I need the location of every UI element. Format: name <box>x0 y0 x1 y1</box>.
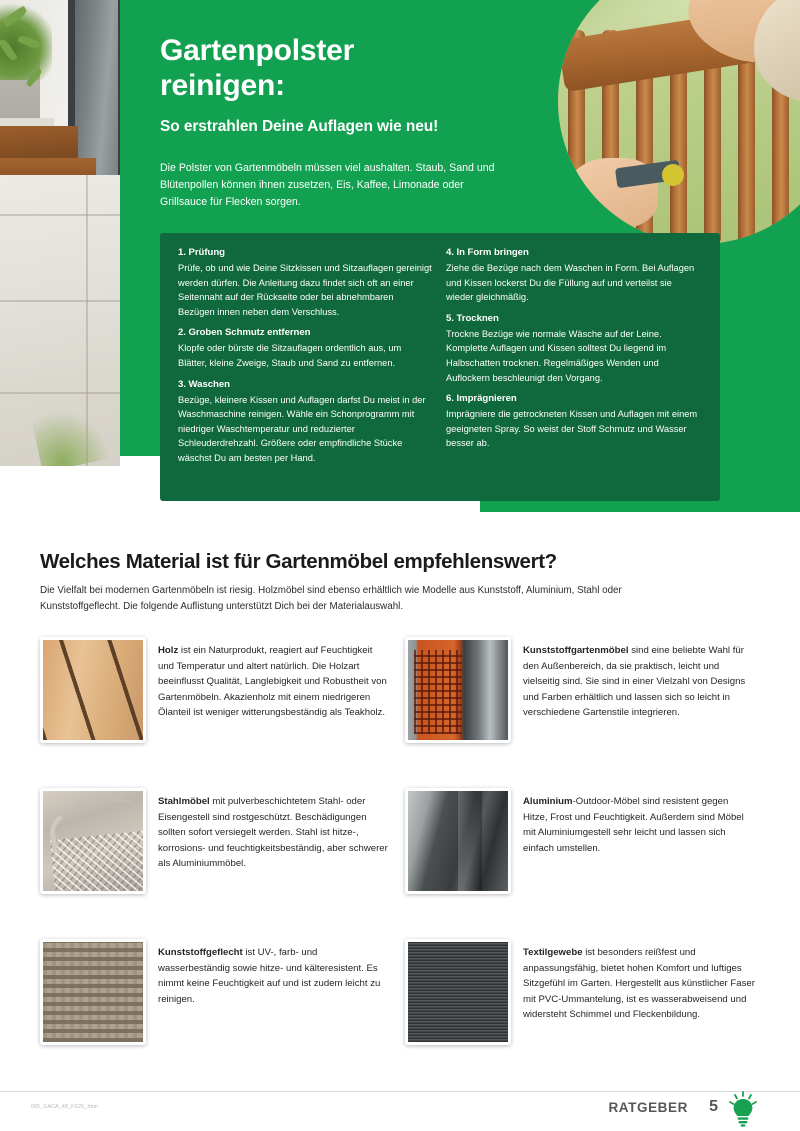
hero-intro-text: Die Polster von Gartenmöbeln müssen viel aushalten. Staub, Sand und Blütenpollen können ihnen zusetzen, Eis, Kaffee, Limonade oder Grillsauce für Flecken sorgen. <box>160 162 495 209</box>
textile-texture <box>408 942 508 1042</box>
spray-nozzle <box>662 164 684 186</box>
material-description <box>523 939 755 1045</box>
materials-intro: Die Vielfalt bei modernen Gartenmöbeln ist riesig. Holzmöbel sind ebenso erhältlich wie Modelle aus Kunststoff, Aluminium, Stahl oder Kunststoffgeflecht. Die folgende Auflistung unterstützt Dich bei der Materialauswahl. <box>40 585 622 612</box>
footer-document-code: 005_GACA_48_FS25_hbm <box>31 1104 99 1110</box>
holz-thumbnail <box>40 637 146 743</box>
material-body: ist UV-, farb- und wasserbeständig sowie hitze- und kälteresistent. Es nimmt keine Feuchtigkeit auf und ist zudem leicht zu reinigen. <box>158 947 381 1005</box>
material-description <box>523 788 755 894</box>
holzstuhl-reinigen-photo <box>558 0 800 244</box>
material-term: Holz <box>158 645 179 656</box>
materials-row <box>40 788 770 894</box>
materials-row <box>40 939 770 1045</box>
material-term: Aluminium <box>523 796 573 807</box>
step-heading: 2. Groben Schmutz entfernen <box>178 327 311 339</box>
footer-section-label: RATGEBER <box>608 1100 688 1115</box>
material-body: ist ein Naturprodukt, reagiert auf Feuchtigkeit und Temperatur und altert natürlich. Die Holzart beeinflusst Qualität, Langlebigkeit und Robustheit von Gartenmöbeln. Akazienholz mit einem niedrigeren Ölanteil ist weniger witterungsbeständig als Teakholz. <box>158 645 387 719</box>
material-description <box>158 637 390 743</box>
material-description <box>158 939 390 1045</box>
material-description <box>523 637 755 743</box>
material-term: Kunststoffgartenmöbel <box>523 645 629 656</box>
lightbulb-icon <box>726 1091 760 1127</box>
aluminium-texture <box>408 791 508 891</box>
material-body: ist besonders reißfest und anpassungsfähig, bietet hohen Komfort und luftiges Sitzgefühl im Garten. Hergestellt aus künstlicher Faser mit PVC-Ummantelung, ist es wasserabweisend und widersteht Schimmel und Fleckenbildung. <box>523 947 755 1021</box>
material-body: -Outdoor-Möbel sind resistent gegen Hitze, Frost und Feuchtigkeit. Außerdem sind Möbel mit Aluminiumgestell sehr leicht und lassen sich einfach umstellen. <box>523 796 744 854</box>
step-body: Prüfe, ob und wie Deine Sitzkissen und Sitzauflagen gereinigt werden dürfen. Die Anleitung dazu findet sich oft an einer Seitennaht auf der Rückseite oder bei abnehmbaren Bezügen innen neben dem Verschluss. <box>178 263 432 317</box>
step-body: Imprägniere die getrockneten Kissen und Auflagen mit einem geeigneten Spray. So weist der Stoff Schmutz und Wasser besser ab. <box>446 409 698 449</box>
stahl-thumbnail <box>40 788 146 894</box>
steps-panel <box>160 233 720 501</box>
step-body: Trockne Bezüge wie normale Wäsche auf der Leine. Komplette Auflagen und Kissen solltest Du liegend im Halbschatten trocknen. Regelmäßiges Wenden und Auflockern beschleunigt den Vorgang. <box>446 328 667 383</box>
material-term: Stahlmöbel <box>158 796 210 807</box>
page-title-line1: Gartenpolster <box>160 34 355 67</box>
weave-texture <box>43 942 143 1042</box>
material-body: sind eine beliebte Wahl für den Außenbereich, da sie praktisch, leicht und vielseitig sind. Sie sind in einer Vielzahl von Designs und Farben erhältlich und lassen sich so leicht in verschiedene Gartenstile integrieren. <box>523 645 746 719</box>
material-item-kunststoff <box>405 637 770 743</box>
step-body: Bezüge, kleinere Kissen und Auflagen darfst Du meist in der Waschmaschine reinigen. Wähle ein Schonprogramm mit niedriger Waschtemperatur und reduzierter Schleuderdrehzahl. Größere oder empfindliche Stücke wäschst Du am besten per Hand. <box>178 394 426 463</box>
page-title-line2: reinigen: <box>160 69 285 103</box>
kunststoffgeflecht-thumbnail <box>40 939 146 1045</box>
step-heading: 3. Waschen <box>178 378 230 390</box>
material-term: Kunststoffgeflecht <box>158 947 243 958</box>
materials-row <box>40 637 770 743</box>
material-term: Textilgewebe <box>523 947 583 958</box>
page-title <box>160 33 580 103</box>
page-subtitle: So erstrahlen Deine Auflagen wie neu! <box>160 118 439 135</box>
steps-column-right <box>446 247 700 491</box>
material-item-stahl <box>40 788 405 894</box>
aluminium-thumbnail <box>405 788 511 894</box>
material-item-holz <box>40 637 405 743</box>
step-heading: 6. Imprägnieren <box>446 393 517 405</box>
materials-grid <box>40 637 770 1090</box>
material-body: mit pulverbeschichtetem Stahl- oder Eisengestell sind rostgeschützt. Beschädigungen sollten sofort versiegelt werden. Stahl ist hitze-, korrosions- und feuchtigkeitsbeständig, aber schwerer als Aluminiummöbel. <box>158 796 388 870</box>
steps-column-left <box>178 247 432 491</box>
material-description <box>158 788 390 894</box>
wood-texture <box>43 640 143 740</box>
material-item-kunststoffgeflecht <box>40 939 405 1045</box>
material-item-aluminium <box>405 788 770 894</box>
page-number: 5 <box>709 1098 718 1115</box>
material-item-textilgewebe <box>405 939 770 1045</box>
plastic-texture <box>408 640 508 740</box>
step-heading: 4. In Form bringen <box>446 247 529 258</box>
step-body: Klopfe oder bürste die Sitzauflagen ordentlich aus, um Blätter, kleine Zweige, Staub und Sand zu entfernen. <box>178 343 402 368</box>
materials-heading: Welches Material ist für Gartenmöbel empfehlenswert? <box>40 550 557 573</box>
step-body: Ziehe die Bezüge nach dem Waschen in Form. Bei Auflagen und Kissen lockerst Du die Füllung auf und verteilst sie wieder gleichmäßig. <box>446 263 695 303</box>
kunststoff-thumbnail <box>405 637 511 743</box>
step-heading: 5. Trocknen <box>446 312 499 324</box>
step-heading: 1. Prüfung <box>178 247 225 258</box>
footer-divider <box>0 1091 800 1092</box>
textilgewebe-thumbnail <box>405 939 511 1045</box>
hero-section <box>0 0 800 512</box>
